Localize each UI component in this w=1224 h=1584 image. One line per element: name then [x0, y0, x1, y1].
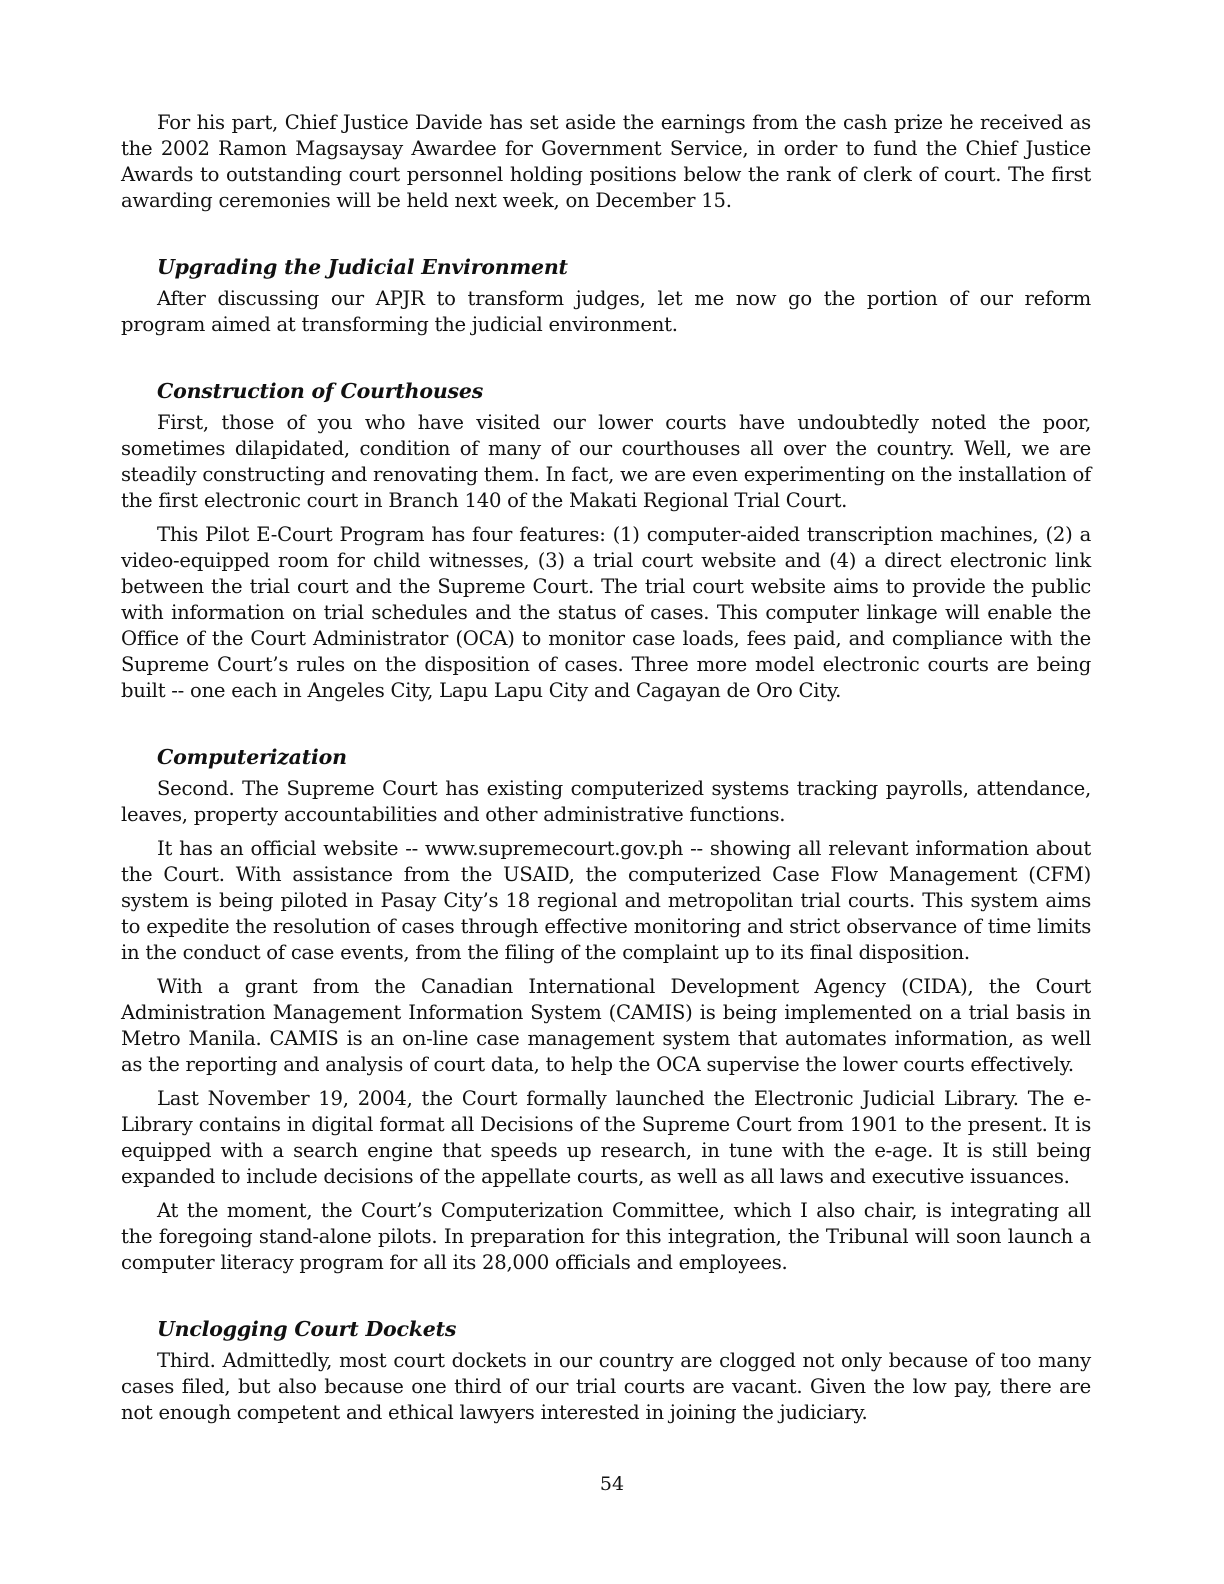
- section-heading: Computerization: [157, 745, 347, 769]
- paragraph: This Pilot E-Court Program has four features: (1) computer-aided transcription machines, (2) a video-equipped room for child witnesses, (3) a trial court website and (4) a direct electronic link between the trial court and the Supreme Court. The trial court website aims to provide the public with information on trial schedules and the status of cases. This computer linkage will enable the Office of the Court Administrator (OCA) to monitor case loads, fees paid, and compliance with the Supreme Court’s rules on the disposition of cases. Three more model electronic courts are being built -- one each in Angeles City, Lapu Lapu City and Cagayan de Oro City.: [121, 523, 1091, 702]
- paragraph: With a grant from the Canadian International Development Agency (CIDA), the Court Administration Management Information System (CAMIS) is being implemented on a trial basis in Metro Manila. CAMIS is an on-line case management system that automates information, as well as the reporting and analysis of court data, to help the OCA supervise the lower courts effectively.: [121, 975, 1091, 1076]
- paragraph: After discussing our APJR to transform judges, let me now go the portion of our reform program aimed at transforming the judicial environment.: [121, 287, 1091, 336]
- section-heading: Unclogging Court Dockets: [157, 1317, 457, 1341]
- paragraph: For his part, Chief Justice Davide has set aside the earnings from the cash prize he received as the 2002 Ramon Magsaysay Awardee for Government Service, in order to fund the Chief Justice Awards to outstanding court personnel holding positions below the rank of clerk of court. The first awarding ceremonies will be held next week, on December 15.: [121, 111, 1091, 212]
- paragraph: First, those of you who have visited our lower courts have undoubtedly noted the poor, sometimes dilapidated, condition of many of our courthouses all over the country. Well, we are steadily constructing and renovating them. In fact, we are even experimenting on the installation of the first electronic court in Branch 140 of the Makati Regional Trial Court.: [121, 411, 1091, 512]
- paragraph: Second. The Supreme Court has existing computerized systems tracking payrolls, attendance, leaves, property accountabilities and other administrative functions.: [121, 777, 1091, 826]
- section-heading: Construction of Courthouses: [157, 379, 484, 403]
- paragraph: At the moment, the Court’s Computerization Committee, which I also chair, is integrating all the foregoing stand-alone pilots. In preparation for this integration, the Tribunal will soon launch a computer literacy program for all its 28,000 officials and employees.: [121, 1199, 1091, 1274]
- paragraph: Last November 19, 2004, the Court formally launched the Electronic Judicial Library. The e-Library contains in digital format all Decisions of the Supreme Court from 1901 to the present. It is equipped with a search engine that speeds up research, in tune with the e-age. It is still being expanded to include decisions of the appellate courts, as well as all laws and executive issuances.: [121, 1087, 1091, 1188]
- page-number: 54: [599, 1473, 625, 1495]
- section-heading: Upgrading the Judicial Environment: [157, 255, 568, 279]
- document-page: [121, 110, 1091, 1434]
- paragraph: Third. Admittedly, most court dockets in our country are clogged not only because of too many cases filed, but also because one third of our trial courts are vacant. Given the low pay, there are not enough competent and ethical lawyers interested in joining the judiciary.: [121, 1349, 1091, 1424]
- paragraph: It has an official website -- www.supremecourt.gov.ph -- showing all relevant information about the Court. With assistance from the USAID, the computerized Case Flow Management (CFM) system is being piloted in Pasay City’s 18 regional and metropolitan trial courts. This system aims to expedite the resolution of cases through effective monitoring and strict observance of time limits in the conduct of case events, from the filing of the complaint up to its final disposition.: [121, 837, 1091, 964]
